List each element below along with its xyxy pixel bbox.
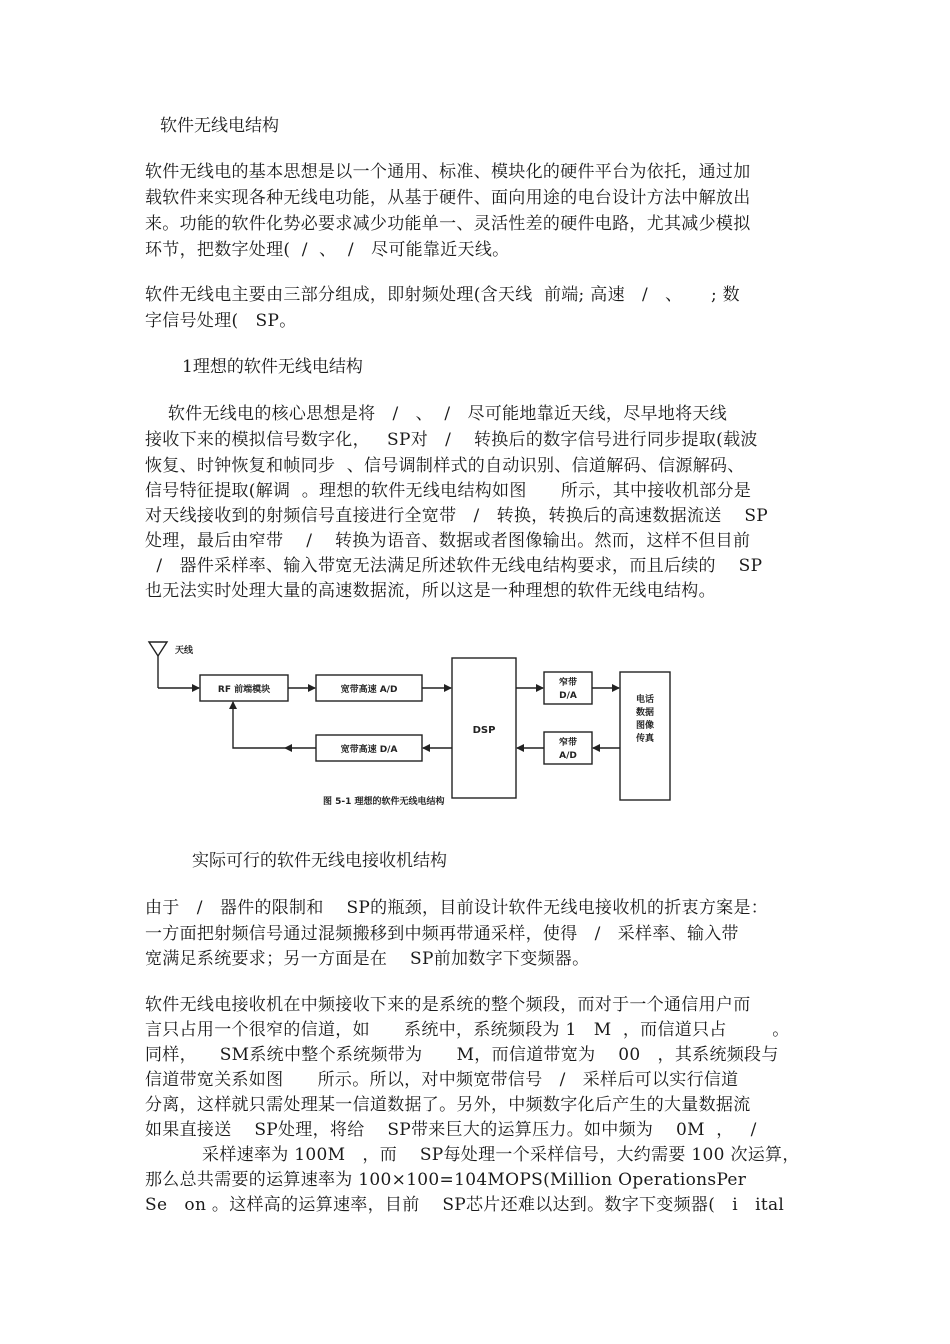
- paragraph-line: 那么总共需要的运算速率为 100×100=104MOPS(Million OperationsPer: [145, 1170, 747, 1190]
- paragraph-line: 对天线接收到的射频信号直接进行全宽带 / 转换，转换后的高速数据流送 SP: [145, 506, 769, 526]
- paragraph-line: 环节，把数字处理( / 、 / 尽可能靠近天线。: [145, 240, 510, 260]
- paragraph-line: 软件无线电的核心思想是将 / 、 / 尽可能地靠近天线，尽早地将天线: [145, 404, 728, 424]
- paragraph-line: 软件无线电主要由三部分组成，即射频处理(含天线 前端; 高速 / 、 ; 数: [145, 285, 740, 305]
- output-label-phone: 电话: [635, 695, 655, 705]
- wideband-adc-label: 宽带高速 A/D: [340, 685, 398, 695]
- section-title-ideal-structure: 1理想的软件无线电结构: [182, 357, 363, 377]
- paragraph-line: 来。功能的软件化势必要求减少功能单一、灵活性差的硬件电路，尤其减少模拟: [145, 214, 751, 234]
- dsp-label: DSP: [472, 725, 496, 736]
- paragraph-line: 软件无线电接收机在中频接收下来的是系统的整个频段，而对于一个通信用户而: [145, 995, 751, 1015]
- paragraph-line: 字信号处理( SP。: [145, 311, 297, 331]
- paragraph-line: 分离，这样就只需处理某一信道数据了。另外，中频数字化后产生的大量数据流: [145, 1095, 751, 1115]
- narrowband-dac-label-2: D/A: [559, 691, 577, 701]
- output-label-data: 数据: [635, 708, 655, 718]
- paragraph-line: 接收下来的模拟信号数字化， SP对 / 转换后的数字信号进行同步提取(载波: [145, 430, 758, 450]
- paragraph-line: 采样速率为 100M ，而 SP每处理一个采样信号，大约需要 100 次运算，: [145, 1145, 800, 1165]
- wideband-dac-label: 宽带高速 D/A: [340, 745, 398, 755]
- paragraph-line: 恢复、时钟恢复和帧同步 、信号调制样式的自动识别、信道解码、信源解码、: [145, 456, 745, 476]
- rf-frontend-label: RF 前端模块: [217, 685, 271, 695]
- figure-caption: 图 5-1 理想的软件无线电结构: [323, 797, 445, 807]
- output-label-fax: 传真: [635, 734, 655, 744]
- paragraph-line: 言只占用一个很窄的信道，如 系统中，系统频段为 1 M ，而信道只占 。: [145, 1020, 790, 1040]
- paragraph-line: 载软件来实现各种无线电功能，从基于硬件、面向用途的电台设计方法中解放出: [145, 188, 751, 208]
- paragraph-line: 处理，最后由窄带 / 转换为语音、数据或者图像输出。然而，这样不但目前: [145, 531, 751, 551]
- paragraph-line: 一方面把射频信号通过混频搬移到中频再带通采样，使得 / 采样率、输入带: [145, 924, 739, 944]
- paragraph-line: 也无法实时处理大量的高速数据流，所以这是一种理想的软件无线电结构。: [145, 581, 716, 601]
- antenna-icon: [149, 642, 167, 688]
- paragraph-line: 如果直接送 SP处理，将给 SP带来巨大的运算压力。如中频为 0M ， /: [145, 1120, 757, 1140]
- antenna-label: 天线: [175, 646, 194, 656]
- paragraph-line: Se on 。这样高的运算速率，目前 SP芯片还难以达到。数字下变频器( i ital: [145, 1195, 785, 1215]
- paragraph-line: 软件无线电的基本思想是以一个通用、标准、模块化的硬件平台为依托，通过加: [145, 162, 751, 182]
- section-title-software-radio-structure: 软件无线电结构: [160, 116, 279, 136]
- narrowband-adc-label-2: A/D: [559, 751, 577, 761]
- paragraph-line: 信道带宽关系如图 所示。所以，对中频宽带信号 / 采样后可以实行信道: [145, 1070, 739, 1090]
- narrowband-adc-label-1: 窄带: [558, 738, 578, 748]
- paragraph-line: 同样， SM系统中整个系统频带为 M，而信道带宽为 00 ，其系统频段与: [145, 1045, 779, 1065]
- paragraph-line: 由于 / 器件的限制和 SP的瓶颈，目前设计软件无线电接收机的折衷方案是：: [145, 898, 769, 918]
- narrowband-dac-label-1: 窄带: [558, 678, 578, 688]
- section-title-practical-receiver: 实际可行的软件无线电接收机结构: [192, 851, 447, 871]
- block-diagram-figure: [145, 636, 675, 816]
- paragraph-line: 信号特征提取(解调 。理想的软件无线电结构如图 所示，其中接收机部分是: [145, 481, 752, 501]
- paragraph-line: / 器件采样率、输入带宽无法满足所述软件无线电结构要求，而且后续的 SP: [145, 556, 763, 576]
- output-label-image: 图像: [635, 721, 655, 731]
- paragraph-line: 宽满足系统要求；另一方面是在 SP前加数字下变频器。: [145, 949, 590, 969]
